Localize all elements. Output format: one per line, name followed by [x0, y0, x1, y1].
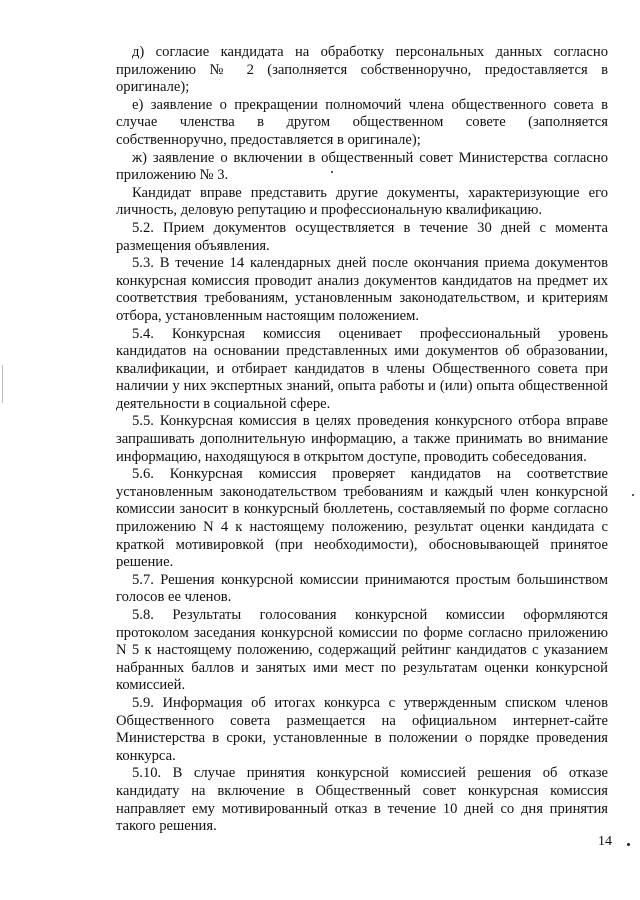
scan-speck	[627, 843, 630, 846]
scan-speck	[632, 494, 634, 496]
clause-5-6: 5.6. Конкурсная комиссия проверяет кандидатов на соответствие установленным законодательством требованиям и каждый член конкурсной комиссии заносит в конкурсный бюллетень, составляемый по форме согласно приложению N 4 к настоящему положению, результат оценки кандидата с краткой мотивировкой (при необходимости), обосновывающей принятое решение.	[116, 466, 608, 571]
list-item-d: д) согласие кандидата на обработку персональных данных согласно приложению № 2 (заполняется собственноручно, предоставляется в оригинале);	[116, 44, 608, 96]
paragraph-other-documents: Кандидат вправе представить другие документы, характеризующие его личность, деловую репутацию и профессиональную квалификацию.	[116, 184, 608, 219]
page-number: 14	[598, 834, 612, 849]
clause-5-8: 5.8. Результаты голосования конкурсной комиссии оформляются протоколом заседания конкурсной комиссии по форме согласно приложению N 5 к настоящему положению, содержащий рейтинг кандидатов с указанием набранных баллов и занятых ими мест по результатам оценки конкурсной комиссией.	[116, 607, 608, 694]
clause-5-5: 5.5. Конкурсная комиссия в целях проведения конкурсного отбора вправе запрашивать дополнительную информацию, а также принимать во внимание информацию, находящуюся в открытом доступе, проводить собеседования.	[116, 413, 608, 465]
scan-edge-mark	[2, 365, 3, 403]
clause-5-7: 5.7. Решения конкурсной комиссии принимаются простым большинством голосов ее членов.	[116, 571, 608, 606]
document-body	[116, 44, 608, 836]
clause-5-10: 5.10. В случае принятия конкурсной комиссией решения об отказе кандидату на включение в Общественный совет конкурсная комиссия направляет ему мотивированный отказ в течение 10 дней со дня принятия такого решения.	[116, 765, 608, 835]
clause-5-3: 5.3. В течение 14 календарных дней после окончания приема документов конкурсная комиссия проводит анализ документов кандидатов на предмет их соответствия требованиям, установленным законодательством, и критериям отбора, установленным настоящим положением.	[116, 255, 608, 324]
clause-5-2: 5.2. Прием документов осуществляется в течение 30 дней с момента размещения объявления.	[116, 219, 608, 254]
clause-5-9: 5.9. Информация об итогах конкурса с утвержденным списком членов Общественного совета размещается на официальном интернет-сайте Министерства в сроки, установленные в положении о порядке проведения конкурса.	[116, 694, 608, 764]
list-item-zh: ж) заявление о включении в общественный совет Министерства согласно приложению № 3.	[116, 149, 608, 184]
clause-5-4: 5.4. Конкурсная комиссия оценивает профессиональный уровень кандидатов на основании представленных ими документов об образовании, квалификации, и отбирает кандидатов в члены Общественного совета при наличии у них экспертных знаний, опыта работы и (или) опыта общественной деятельности в социальной сфере.	[116, 325, 608, 412]
list-item-e: е) заявление о прекращении полномочий члена общественного совета в случае членства в другом общественном совете (заполняется собственноручно, предоставляется в оригинале);	[116, 96, 608, 148]
